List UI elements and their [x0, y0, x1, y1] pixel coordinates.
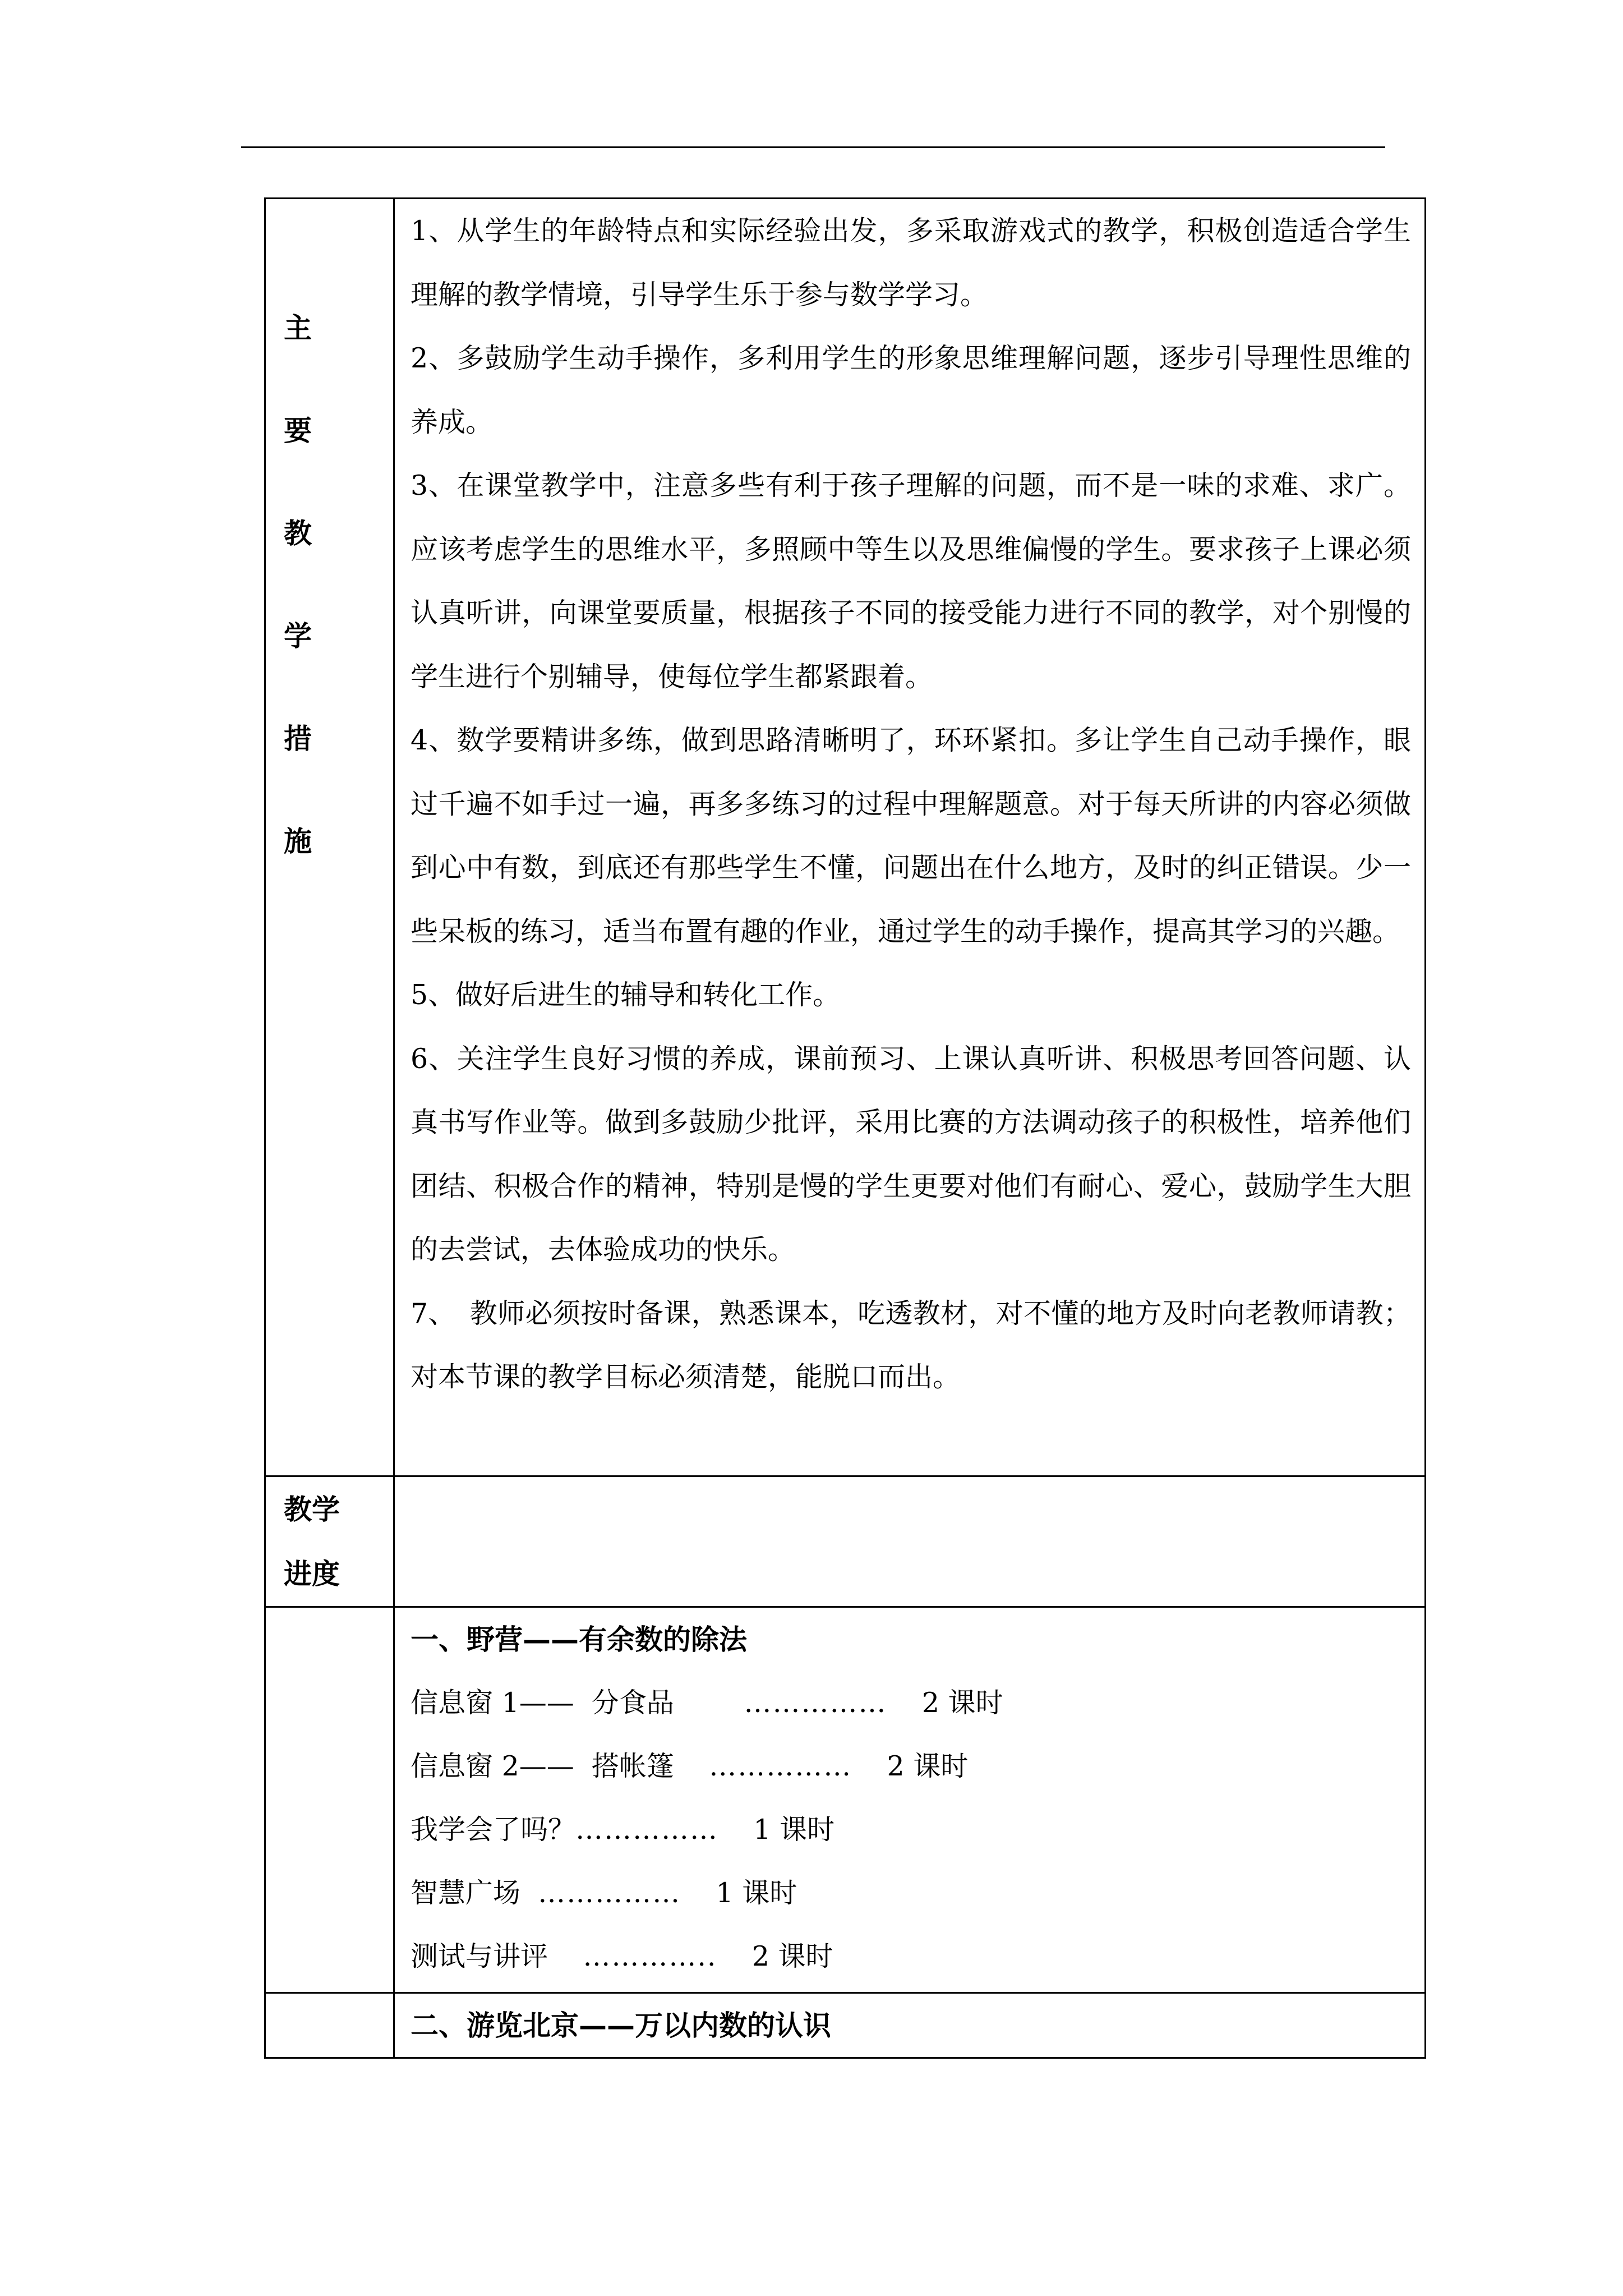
- leader-dots: ……………: [744, 1687, 887, 1719]
- measures-label-cell: [265, 199, 394, 1476]
- measures-label-char: 施: [284, 825, 312, 858]
- measures-label-char: 措: [284, 722, 312, 755]
- unit2-label-cell: [265, 1993, 394, 2058]
- teaching-plan-table: [264, 197, 1426, 2059]
- measures-row: [265, 199, 1426, 1476]
- leader-dots: ……………: [575, 1814, 719, 1846]
- item-hours: 1 课时: [716, 1877, 797, 1909]
- item-name: 测试与讲评: [411, 1940, 548, 1972]
- unit1-title: 一、野营——有余数的除法: [411, 1623, 747, 1656]
- measure-paragraph-5: 5、做好后进生的辅导和转化工作。: [411, 979, 841, 1011]
- unit1-label-cell: [265, 1607, 394, 1993]
- measures-content-cell: [394, 199, 1426, 1476]
- unit1-content-cell: [394, 1607, 1426, 1993]
- measures-label-char: 主: [284, 311, 312, 344]
- unit1-item-2: [395, 1734, 1424, 1798]
- measure-paragraph-6: 6、关注学生良好习惯的养成，课前预习、上课认真听讲、积极思考回答问题、认真书写作业等。做到多鼓励少批评，采用比赛的方法调动孩子的积极性，培养他们团结、积极合作的精神，特别是慢的学生更要对他们有耐心、爱心，鼓励学生大胆的去尝试，去体验成功的快乐。: [411, 1042, 1411, 1266]
- unit1-row: [265, 1607, 1426, 1993]
- measures-label: [266, 199, 393, 927]
- measures-label-char: 要: [284, 414, 312, 447]
- item-name: 我学会了吗？: [411, 1814, 576, 1846]
- measure-paragraph-2: 2、多鼓励学生动手操作，多利用学生的形象思维理解问题，逐步引导理性思维的养成。: [411, 342, 1411, 438]
- item-hours: 2 课时: [751, 1940, 833, 1972]
- measure-paragraph-4: 4、数学要精讲多练，做到思路清晰明了，环环紧扣。多让学生自己动手操作，眼过千遍不如手过一遍，再多多练习的过程中理解题意。对于每天所讲的内容必须做到心中有数，到底还有那些学生不懂，问题出在什么地方，及时的纠正错误。少一些呆板的练习，适当布置有趣的作业，通过学生的动手操作，提高其学习的兴趣。: [411, 724, 1411, 947]
- leader-dots: ……………: [709, 1750, 852, 1782]
- unit1-item-1: [395, 1671, 1424, 1734]
- measure-paragraph-1: 1、从学生的年龄特点和实际经验出发，多采取游戏式的教学，积极创造适合学生理解的教学情境，引导学生乐于参与数学学习。: [411, 215, 1411, 311]
- item-hours: 2 课时: [887, 1750, 969, 1782]
- item-hours: 1 课时: [753, 1814, 835, 1846]
- unit1-item-4: [395, 1861, 1424, 1925]
- leader-dots: …………..: [583, 1940, 717, 1972]
- unit2-content-cell: [394, 1993, 1426, 2058]
- item-hours: 2 课时: [921, 1687, 1003, 1719]
- progress-label-line1: 教学: [284, 1493, 340, 1526]
- unit1-item-5: [395, 1925, 1424, 1988]
- progress-row: [265, 1476, 1426, 1607]
- unit1-item-3: [395, 1798, 1424, 1861]
- header-rule: [241, 146, 1385, 148]
- item-name: 信息窗 2—— 搭帐篷: [411, 1750, 674, 1782]
- progress-label: [266, 1477, 393, 1606]
- leader-dots: ……………: [538, 1877, 681, 1909]
- measures-text: [395, 199, 1424, 1409]
- progress-label-cell: [265, 1476, 394, 1607]
- unit2-title: 二、游览北京——万以内数的认识: [411, 2009, 831, 2042]
- measures-label-char: 学: [284, 619, 312, 652]
- measures-label-char: 教: [284, 517, 312, 550]
- measure-paragraph-3: 3、在课堂教学中，注意多些有利于孩子理解的问题，而不是一味的求难、求广。应该考虑学生的思维水平，多照顾中等生以及思维偏慢的学生。要求孩子上课必须认真听讲，向课堂要质量，根据孩子不同的接受能力进行不同的教学，对个别慢的学生进行个别辅导，使每位学生都紧跟着。: [411, 470, 1411, 693]
- unit2-row: [265, 1993, 1426, 2058]
- measure-paragraph-7: 7、 教师必须按时备课，熟悉课本，吃透教材，对不懂的地方及时向老教师请教；对本节课的教学目标必须清楚，能脱口而出。: [411, 1297, 1411, 1393]
- item-name: 信息窗 1—— 分食品: [411, 1687, 674, 1719]
- item-name: 智慧广场: [411, 1877, 521, 1909]
- progress-content-cell: [394, 1476, 1426, 1607]
- progress-label-line2: 进度: [284, 1557, 340, 1590]
